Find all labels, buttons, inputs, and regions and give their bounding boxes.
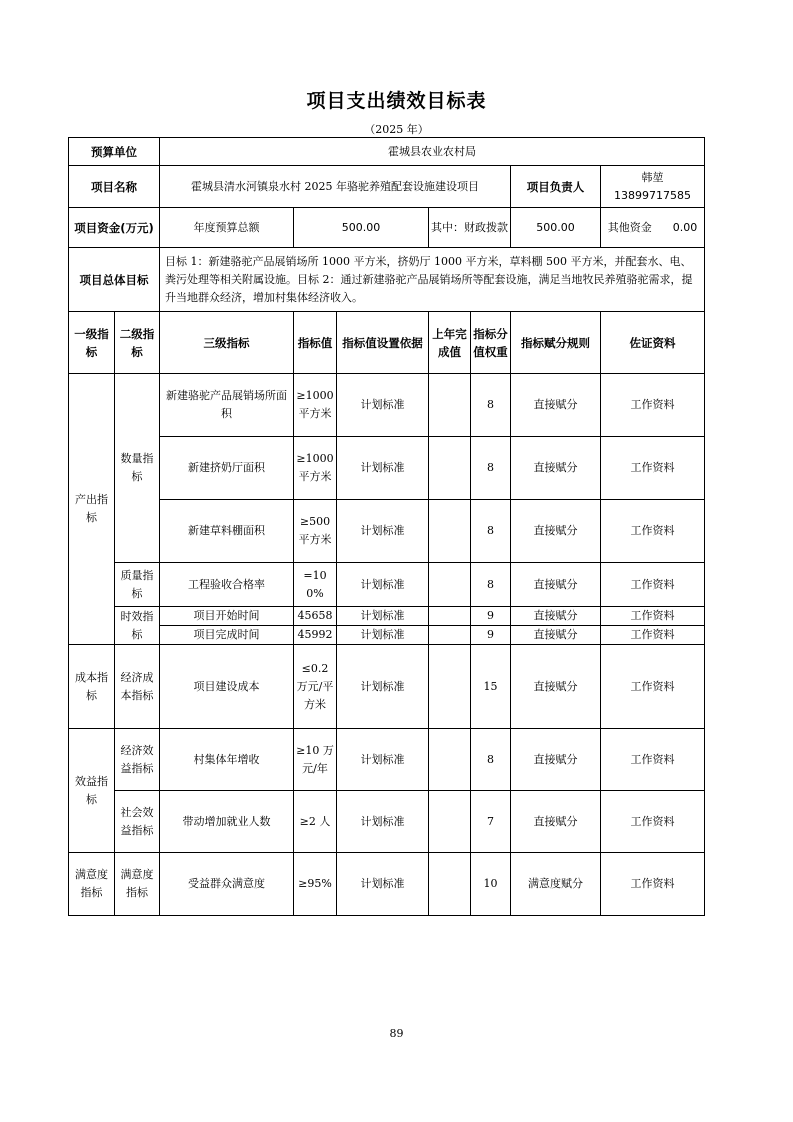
indicator-basis: 计划标准: [337, 729, 429, 791]
level1-cost: 成本指标: [69, 645, 115, 729]
header-level1: 一级指标: [69, 312, 115, 374]
table-row: [69, 791, 705, 853]
indicator-name: 受益群众满意度: [160, 853, 294, 916]
table-row: [69, 853, 705, 916]
indicator-weight: 8: [471, 437, 511, 500]
indicator-name: 项目开始时间: [160, 607, 294, 626]
level1-output: 产出指标: [69, 374, 115, 645]
indicator-basis: 计划标准: [337, 626, 429, 645]
indicator-weight: 15: [471, 645, 511, 729]
header-rule: 指标赋分规则: [511, 312, 601, 374]
indicator-name: 带动增加就业人数: [160, 791, 294, 853]
indicator-rule: 直接赋分: [511, 607, 601, 626]
indicator-rule: 直接赋分: [511, 437, 601, 500]
level2-quality: 质量指标: [115, 563, 160, 607]
header-evidence: 佐证资料: [601, 312, 705, 374]
indicator-name: 新建骆驼产品展销场所面积: [160, 374, 294, 437]
page-title: 项目支出绩效目标表: [306, 90, 487, 112]
indicator-value: ≥2 人: [294, 791, 337, 853]
project-leader-value: [601, 166, 705, 208]
level2-quantity: 数量指标: [115, 374, 160, 563]
indicator-rule: 直接赋分: [511, 626, 601, 645]
indicator-evidence: 工作资料: [601, 645, 705, 729]
indicator-basis: 计划标准: [337, 791, 429, 853]
indicator-weight: 10: [471, 853, 511, 916]
indicator-basis: 计划标准: [337, 374, 429, 437]
fiscal-value: 500.00: [511, 208, 601, 248]
indicator-weight: 8: [471, 500, 511, 563]
indicator-name: 项目完成时间: [160, 626, 294, 645]
indicator-basis: 计划标准: [337, 645, 429, 729]
indicator-rule: 满意度赋分: [511, 853, 601, 916]
performance-table: [68, 137, 705, 916]
indicator-weight: 7: [471, 791, 511, 853]
funds-row: [69, 208, 705, 248]
indicator-value: ≥95%: [294, 853, 337, 916]
indicator-rule: 直接赋分: [511, 374, 601, 437]
indicator-prev: [429, 791, 471, 853]
indicator-evidence: 工作资料: [601, 500, 705, 563]
indicator-prev: [429, 563, 471, 607]
indicator-basis: 计划标准: [337, 563, 429, 607]
level1-satisfaction: 满意度指标: [69, 853, 115, 916]
header-weight: 指标分值权重: [471, 312, 511, 374]
table-row: [69, 563, 705, 607]
indicator-value: 45992: [294, 626, 337, 645]
indicator-prev: [429, 853, 471, 916]
indicator-prev: [429, 437, 471, 500]
indicator-name: 新建草料棚面积: [160, 500, 294, 563]
indicator-value: =100%: [294, 563, 337, 607]
table-row: [69, 437, 705, 500]
indicator-basis: 计划标准: [337, 853, 429, 916]
indicator-evidence: 工作资料: [601, 791, 705, 853]
header-basis: 指标值设置依据: [337, 312, 429, 374]
indicator-evidence: 工作资料: [601, 853, 705, 916]
indicator-weight: 9: [471, 626, 511, 645]
project-name-label: 项目名称: [69, 166, 160, 208]
other-funds-cell: [601, 208, 705, 248]
table-row: [69, 607, 705, 626]
level2-satisfaction: 满意度指标: [115, 853, 160, 916]
project-leader-label: 项目负责人: [511, 166, 601, 208]
budget-unit-row: [69, 138, 705, 166]
table-row: [69, 645, 705, 729]
year-label: （2025 年）: [364, 123, 429, 136]
indicator-evidence: 工作资料: [601, 607, 705, 626]
budget-unit-label: 预算单位: [69, 138, 160, 166]
indicator-prev: [429, 729, 471, 791]
indicator-basis: 计划标准: [337, 500, 429, 563]
indicator-rule: 直接赋分: [511, 563, 601, 607]
indicator-weight: 8: [471, 374, 511, 437]
indicator-rule: 直接赋分: [511, 729, 601, 791]
indicator-value: ≥1000 平方米: [294, 437, 337, 500]
header-value: 指标值: [294, 312, 337, 374]
indicator-weight: 8: [471, 729, 511, 791]
indicator-prev: [429, 500, 471, 563]
indicator-prev: [429, 374, 471, 437]
overall-goal-value: 目标 1：新建骆驼产品展销场所 1000 平方米，挤奶厅 1000 平方米，草料棚 500 平方米，并配套水、电、粪污处理等相关附属设施。目标 2：通过新建骆驼产品展销场所等配套设施，满足当地牧民养殖骆驼需求，提升当地群众经济，增加村集体经济收入。: [160, 248, 705, 312]
funds-label: 项目资金(万元): [69, 208, 160, 248]
annual-budget-value: 500.00: [294, 208, 429, 248]
indicator-prev: [429, 626, 471, 645]
table-row: [69, 729, 705, 791]
indicator-value: 45658: [294, 607, 337, 626]
overall-goal-row: [69, 248, 705, 312]
table-row: [69, 500, 705, 563]
page-number: 89: [389, 1027, 404, 1040]
level2-economic-benefit: 经济效益指标: [115, 729, 160, 791]
header-prev: 上年完成值: [429, 312, 471, 374]
header-row: [69, 312, 705, 374]
level1-benefit: 效益指标: [69, 729, 115, 853]
indicator-name: 新建挤奶厅面积: [160, 437, 294, 500]
indicator-name: 项目建设成本: [160, 645, 294, 729]
table-row: [69, 374, 705, 437]
indicator-weight: 8: [471, 563, 511, 607]
budget-unit-value: 霍城县农业农村局: [160, 138, 705, 166]
overall-goal-label: 项目总体目标: [69, 248, 160, 312]
indicator-weight: 9: [471, 607, 511, 626]
level2-social-benefit: 社会效益指标: [115, 791, 160, 853]
header-level3: 三级指标: [160, 312, 294, 374]
indicator-rule: 直接赋分: [511, 645, 601, 729]
indicator-evidence: 工作资料: [601, 563, 705, 607]
indicator-prev: [429, 607, 471, 626]
annual-budget-label: 年度预算总额: [160, 208, 294, 248]
indicator-value: ≥500 平方米: [294, 500, 337, 563]
indicator-evidence: 工作资料: [601, 626, 705, 645]
indicator-name: 工程验收合格率: [160, 563, 294, 607]
indicator-basis: 计划标准: [337, 437, 429, 500]
level2-economic-cost: 经济成本指标: [115, 645, 160, 729]
project-name-row: [69, 166, 705, 208]
indicator-rule: 直接赋分: [511, 791, 601, 853]
leader-phone: 13899717585: [614, 188, 691, 202]
level2-timeliness: 时效指标: [115, 607, 160, 645]
leader-name: 韩堃: [641, 170, 664, 184]
indicator-rule: 直接赋分: [511, 500, 601, 563]
fiscal-label: 其中：财政拨款: [429, 208, 511, 248]
indicator-value: ≤0.2 万元/平方米: [294, 645, 337, 729]
indicator-evidence: 工作资料: [601, 437, 705, 500]
project-name-value: 霍城县清水河镇泉水村 2025 年骆驼养殖配套设施建设项目: [160, 166, 511, 208]
indicator-evidence: 工作资料: [601, 729, 705, 791]
indicator-name: 村集体年增收: [160, 729, 294, 791]
indicator-value: ≥1000 平方米: [294, 374, 337, 437]
indicator-value: ≥10 万元/年: [294, 729, 337, 791]
other-funds-value: 0.00: [672, 220, 698, 234]
indicator-prev: [429, 645, 471, 729]
indicator-evidence: 工作资料: [601, 374, 705, 437]
other-funds-label: 其他资金: [607, 220, 652, 234]
table-row: [69, 626, 705, 645]
indicator-basis: 计划标准: [337, 607, 429, 626]
header-level2: 二级指标: [115, 312, 160, 374]
